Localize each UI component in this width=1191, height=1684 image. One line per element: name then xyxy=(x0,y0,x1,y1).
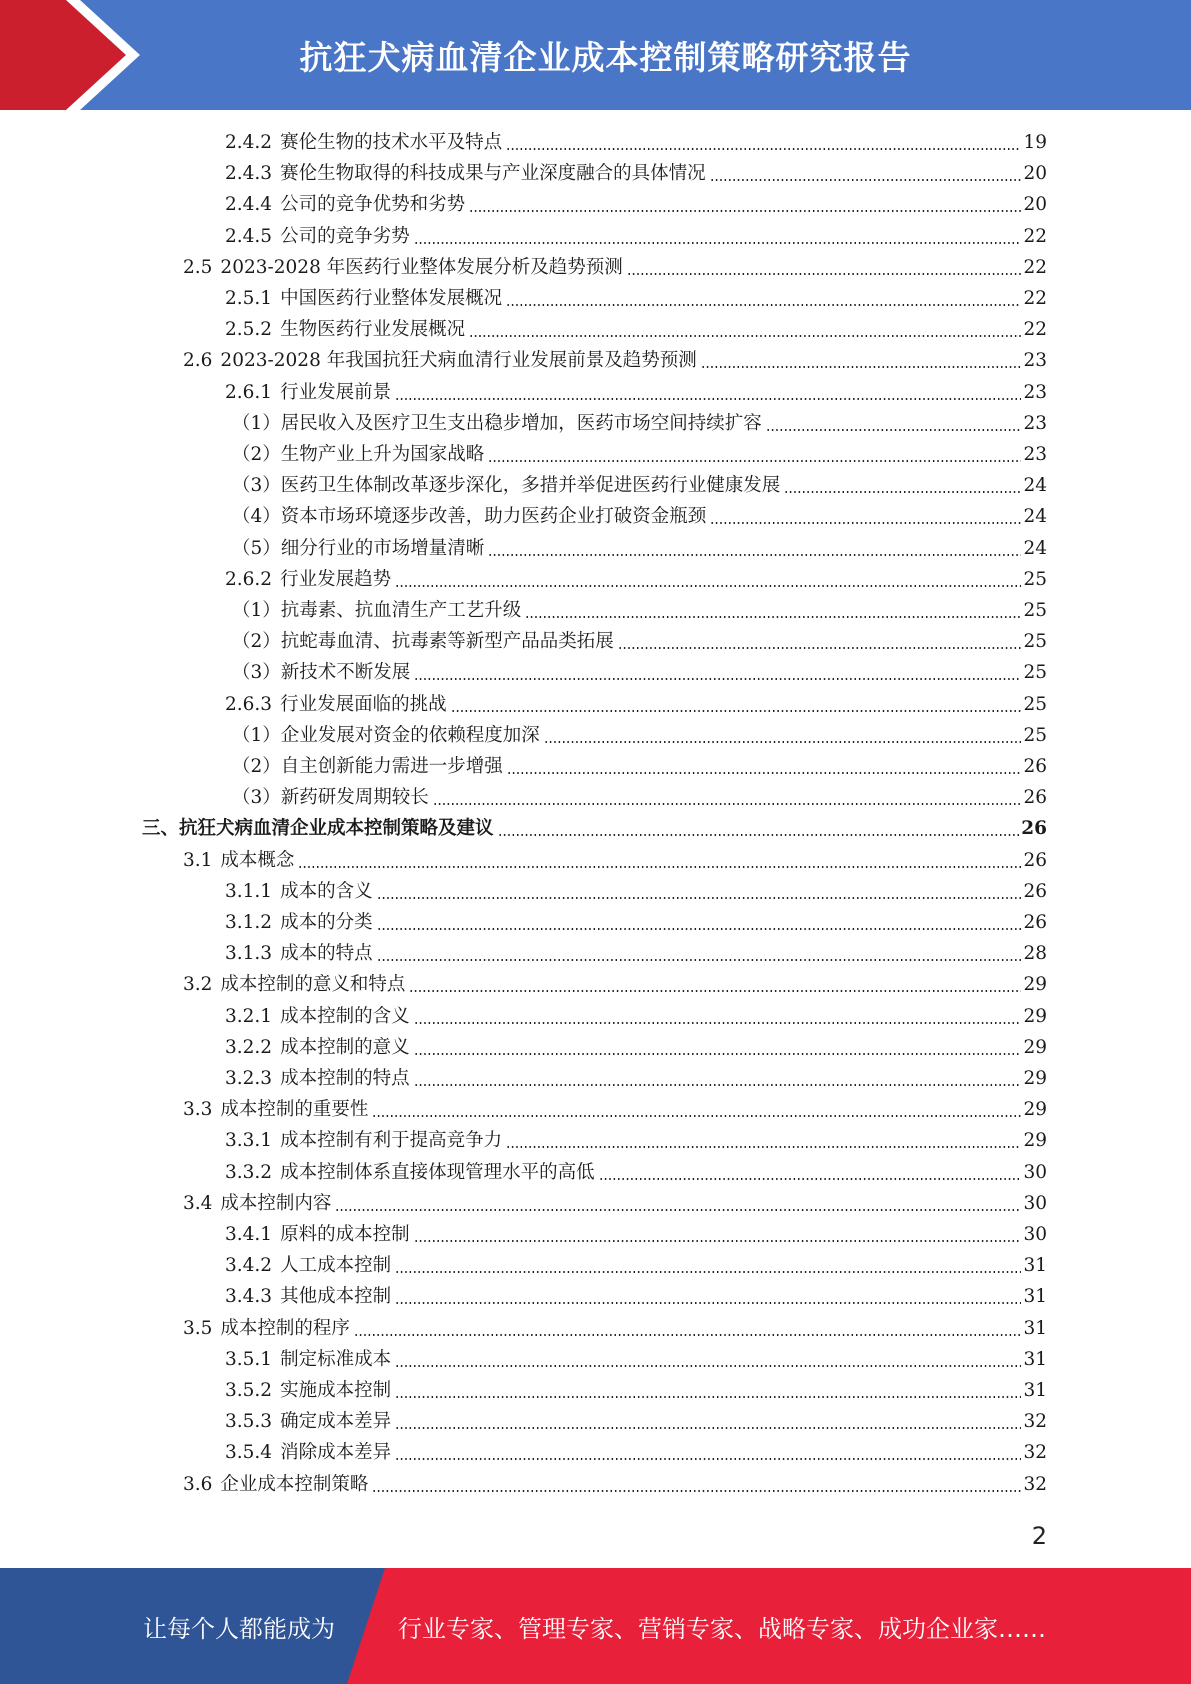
toc-entry-page: 29 xyxy=(1023,1130,1047,1152)
toc-entry-label: 行业发展趋势 xyxy=(280,568,392,590)
toc-entry[interactable] xyxy=(225,189,1047,220)
toc-dot-leader xyxy=(506,148,1021,150)
toc-entry[interactable] xyxy=(225,1250,1047,1281)
toc-entry-number: （1） xyxy=(232,724,281,746)
toc-entry-label: 成本控制的重要性 xyxy=(220,1099,369,1121)
toc-dot-leader xyxy=(506,304,1021,306)
toc-entry-label: 居民收入及医疗卫生支出稳步增加，医药市场空间持续扩容 xyxy=(280,412,762,434)
toc-dot-leader xyxy=(701,366,1022,368)
toc-dot-leader xyxy=(627,273,1022,275)
toc-entry[interactable] xyxy=(183,1188,1047,1219)
toc-entry[interactable] xyxy=(225,876,1047,907)
toc-entry[interactable] xyxy=(225,689,1047,720)
toc-entry-label: 成本的分类 xyxy=(280,912,373,933)
report-title: 抗狂犬病血清企业成本控制策略研究报告 xyxy=(299,37,912,77)
page-number: 2 xyxy=(1031,1522,1047,1550)
toc-entry-number: （5） xyxy=(232,537,281,559)
toc-entry-number: 2.6.2 xyxy=(225,568,273,590)
toc-entry[interactable] xyxy=(225,1219,1047,1250)
toc-entry[interactable] xyxy=(232,720,1047,751)
toc-entry-page: 30 xyxy=(1023,1192,1047,1214)
toc-entry-page: 22 xyxy=(1023,288,1047,309)
toc-entry-page: 22 xyxy=(1023,225,1047,247)
toc-entry-number: 2.4.2 xyxy=(225,132,273,153)
toc-entry-number: 2.4.3 xyxy=(225,163,273,185)
toc-entry-number: 3.3 xyxy=(183,1099,213,1121)
toc-entry-page: 25 xyxy=(1023,724,1047,746)
toc-entry-label: 成本控制的程序 xyxy=(220,1317,350,1339)
toc-entry[interactable] xyxy=(142,813,1047,844)
toc-entry-page: 24 xyxy=(1023,506,1047,528)
toc-dot-leader xyxy=(354,1334,1022,1336)
toc-entry-number: 三、 xyxy=(142,818,180,840)
toc-entry-number: （3） xyxy=(232,475,281,497)
toc-entry-number: （2） xyxy=(232,756,281,777)
toc-entry-page: 23 xyxy=(1023,412,1047,434)
toc-entry-number: 3.1.3 xyxy=(225,943,273,965)
page-header xyxy=(0,0,1191,110)
toc-entry-number: （2） xyxy=(232,631,281,653)
toc-entry-page: 26 xyxy=(1023,787,1047,809)
toc-entry-label: 中国医药行业整体发展概况 xyxy=(280,288,503,309)
toc-entry-page: 23 xyxy=(1023,381,1047,403)
toc-entry[interactable] xyxy=(232,751,1047,782)
toc-entry-label: 2023-2028 年我国抗狂犬病血清行业发展前景及趋势预测 xyxy=(220,350,697,372)
toc-entry-number: （3） xyxy=(232,662,281,684)
toc-entry[interactable] xyxy=(232,595,1047,626)
toc-dot-leader xyxy=(395,398,1021,400)
toc-entry[interactable] xyxy=(232,533,1047,564)
toc-dot-leader xyxy=(335,1209,1021,1211)
toc-entry-number: （3） xyxy=(232,787,281,809)
toc-entry-page: 31 xyxy=(1023,1286,1047,1308)
toc-entry-number: 2.5 xyxy=(183,256,213,278)
toc-entry-number: 3.6 xyxy=(183,1473,213,1495)
toc-entry-number: 2.6 xyxy=(183,350,213,372)
page-footer xyxy=(0,1568,1191,1684)
toc-entry-number: （2） xyxy=(232,444,281,465)
toc-dot-leader xyxy=(414,1084,1022,1086)
toc-dot-leader xyxy=(414,1022,1022,1024)
toc-dot-leader xyxy=(395,585,1021,587)
toc-dot-leader xyxy=(395,1365,1021,1367)
toc-entry-page: 29 xyxy=(1023,1005,1047,1027)
toc-dot-leader xyxy=(414,242,1022,244)
footer-slogan-left: 让每个人都能成为 xyxy=(143,1614,335,1643)
toc-entry-page: 19 xyxy=(1023,132,1047,153)
toc-entry-page: 23 xyxy=(1023,350,1047,372)
toc-entry[interactable] xyxy=(232,501,1047,532)
toc-entry[interactable] xyxy=(225,1281,1047,1312)
toc-entry-number: 2.4.4 xyxy=(225,194,273,216)
toc-entry-label: 成本控制的意义 xyxy=(280,1036,410,1058)
toc-entry-number: 2.5.2 xyxy=(225,319,273,341)
toc-entry-number: 3.3.1 xyxy=(225,1130,273,1152)
toc-dot-leader xyxy=(498,834,1020,836)
toc-entry-page: 24 xyxy=(1023,475,1047,497)
toc-entry-number: 3.2 xyxy=(183,974,213,996)
toc-entry-label: 成本的含义 xyxy=(280,880,373,902)
toc-entry-label: 生物医药行业发展概况 xyxy=(280,319,466,341)
toc-entry[interactable] xyxy=(225,907,1047,938)
toc-dot-leader xyxy=(766,429,1022,431)
toc-entry-number: 3.2.1 xyxy=(225,1005,273,1027)
toc-entry-page: 26 xyxy=(1023,880,1047,902)
toc-entry-page: 23 xyxy=(1023,444,1047,465)
toc-entry-label: 细分行业的市场增量清晰 xyxy=(280,537,485,559)
toc-entry[interactable] xyxy=(183,1313,1047,1344)
toc-dot-leader xyxy=(710,179,1022,181)
toc-entry-number: 3.4.3 xyxy=(225,1286,273,1308)
toc-entry-page: 32 xyxy=(1023,1411,1047,1433)
toc-dot-leader xyxy=(525,616,1021,618)
toc-entry-page: 31 xyxy=(1023,1255,1047,1277)
toc-entry-page: 30 xyxy=(1023,1224,1047,1245)
toc-entry[interactable] xyxy=(232,657,1047,688)
toc-entry-page: 30 xyxy=(1023,1161,1047,1183)
toc-entry-label: 原料的成本控制 xyxy=(280,1224,410,1245)
toc-entry-number: 2.6.1 xyxy=(225,381,273,403)
footer-slogan-right: 行业专家、管理专家、营销专家、战略专家、成功企业家…… xyxy=(398,1614,1046,1643)
toc-entry-page: 29 xyxy=(1023,1068,1047,1089)
toc-entry-page: 31 xyxy=(1023,1317,1047,1339)
toc-entry-label: 成本的特点 xyxy=(280,943,373,965)
toc-entry-label: 行业发展前景 xyxy=(280,381,392,403)
toc-entry[interactable] xyxy=(232,626,1047,657)
toc-entry-label: 新药研发周期较长 xyxy=(280,787,429,809)
toc-entry-label: 成本控制的含义 xyxy=(280,1005,410,1027)
toc-entry-label: 实施成本控制 xyxy=(280,1380,392,1401)
toc-dot-leader xyxy=(506,1146,1021,1148)
toc-dot-leader xyxy=(372,1115,1021,1117)
toc-entry-page: 22 xyxy=(1023,319,1047,341)
toc-entry-number: （4） xyxy=(232,506,281,528)
toc-dot-leader xyxy=(414,1053,1022,1055)
toc-entry-number: 3.5.4 xyxy=(225,1442,273,1464)
toc-entry-page: 28 xyxy=(1023,943,1047,965)
toc-dot-leader xyxy=(395,1396,1021,1398)
toc-entry-label: 自主创新能力需进一步增强 xyxy=(280,756,503,777)
toc-entry[interactable] xyxy=(225,158,1047,189)
toc-dot-leader xyxy=(395,1271,1021,1273)
toc-entry-page: 25 xyxy=(1023,662,1047,684)
toc-entry[interactable] xyxy=(183,969,1047,1000)
toc-entry-label: 公司的竞争劣势 xyxy=(280,225,410,247)
toc-entry-label: 消除成本差异 xyxy=(280,1442,392,1464)
toc-entry-page: 22 xyxy=(1023,256,1047,278)
toc-entry[interactable] xyxy=(183,252,1047,283)
toc-entry[interactable] xyxy=(232,470,1047,501)
toc-entry-label: 资本市场环境逐步改善，助力医药企业打破资金瓶颈 xyxy=(280,506,707,528)
toc-entry-page: 32 xyxy=(1023,1473,1047,1495)
toc-dot-leader xyxy=(710,522,1021,524)
toc-entry-label: 赛伦生物取得的科技成果与产业深度融合的具体情况 xyxy=(280,163,706,185)
toc-dot-leader xyxy=(618,647,1022,649)
toc-dot-leader xyxy=(599,1178,1022,1180)
toc-entry-number: 3.5.2 xyxy=(225,1380,273,1401)
toc-entry[interactable] xyxy=(183,345,1047,376)
toc-entry[interactable] xyxy=(232,408,1047,439)
toc-entry-label: 成本概念 xyxy=(220,849,295,871)
toc-entry[interactable] xyxy=(183,1094,1047,1125)
toc-entry-page: 26 xyxy=(1023,756,1047,777)
toc-entry-number: （1） xyxy=(232,412,281,434)
toc-dot-leader xyxy=(433,803,1022,805)
toc-entry-number: 3.2.3 xyxy=(225,1068,273,1089)
toc-entry-number: 3.5 xyxy=(183,1317,213,1339)
toc-dot-leader xyxy=(377,897,1022,899)
toc-dot-leader xyxy=(414,678,1021,680)
toc-dot-leader xyxy=(395,1458,1021,1460)
toc-entry-page: 29 xyxy=(1023,974,1047,996)
toc-dot-leader xyxy=(372,1490,1021,1492)
toc-entry-label: 行业发展面临的挑战 xyxy=(280,693,447,715)
toc-entry-page: 26 xyxy=(1023,849,1047,871)
toc-entry-number: 3.5.1 xyxy=(225,1348,273,1370)
toc-entry-label: 人工成本控制 xyxy=(280,1255,392,1277)
toc-entry-label: 公司的竞争优势和劣势 xyxy=(280,194,466,216)
toc-entry[interactable] xyxy=(183,845,1047,876)
toc-entry-number: 3.4 xyxy=(183,1192,213,1214)
toc-entry[interactable] xyxy=(225,1125,1047,1156)
toc-entry[interactable] xyxy=(232,782,1047,813)
toc-entry-label: 成本控制有利于提高竞争力 xyxy=(280,1130,503,1152)
toc-entry-label: 企业发展对资金的依赖程度加深 xyxy=(280,724,540,746)
toc-entry-label: 确定成本差异 xyxy=(280,1411,392,1433)
toc-dot-leader xyxy=(469,335,1021,337)
toc-entry[interactable] xyxy=(225,283,1047,314)
toc-entry-number: 2.6.3 xyxy=(225,693,273,715)
toc-entry[interactable] xyxy=(232,439,1047,470)
toc-entry[interactable] xyxy=(225,564,1047,595)
toc-dot-leader xyxy=(488,460,1021,462)
toc-dot-leader xyxy=(488,554,1021,556)
toc-dot-leader xyxy=(377,928,1022,930)
toc-entry[interactable] xyxy=(225,1437,1047,1468)
toc-entry[interactable] xyxy=(225,1157,1047,1188)
toc-entry[interactable] xyxy=(183,1469,1047,1500)
toc-entry-number: 3.5.3 xyxy=(225,1411,273,1433)
toc-entry-page: 32 xyxy=(1023,1442,1047,1464)
toc-entry-label: 抗蛇毒血清、抗毒素等新型产品品类拓展 xyxy=(280,631,614,653)
toc-dot-leader xyxy=(451,710,1022,712)
toc-entry-page: 25 xyxy=(1023,693,1047,715)
toc-dot-leader xyxy=(298,866,1021,868)
toc-entry-label: 抗毒素、抗血清生产工艺升级 xyxy=(280,600,522,621)
toc-entry-label: 医药卫生体制改革逐步深化，多措并举促进医药行业健康发展 xyxy=(280,475,781,497)
toc-entry[interactable] xyxy=(225,1406,1047,1437)
toc-entry-number: 3.3.2 xyxy=(225,1161,273,1183)
toc-entry-label: 新技术不断发展 xyxy=(280,662,411,684)
toc-entry[interactable] xyxy=(225,377,1047,408)
toc-entry[interactable] xyxy=(225,938,1047,969)
toc-dot-leader xyxy=(469,210,1021,212)
toc-entry-label: 2023-2028 年医药行业整体发展分析及趋势预测 xyxy=(220,256,623,278)
toc-entry-label: 生物产业上升为国家战略 xyxy=(280,444,485,465)
toc-dot-leader xyxy=(409,990,1021,992)
toc-entry-page: 20 xyxy=(1023,194,1047,216)
toc-entry-page: 31 xyxy=(1023,1380,1047,1401)
toc-dot-leader xyxy=(414,1240,1022,1242)
toc-entry-label: 其他成本控制 xyxy=(280,1286,392,1308)
toc-entry-label: 企业成本控制策略 xyxy=(220,1473,369,1495)
toc-dot-leader xyxy=(507,772,1022,774)
toc-entry-number: 2.5.1 xyxy=(225,288,273,309)
toc-entry-page: 29 xyxy=(1023,1036,1047,1058)
toc-entry[interactable] xyxy=(225,1032,1047,1063)
toc-entry-label: 抗狂犬病血清企业成本控制策略及建议 xyxy=(179,818,494,840)
toc-entry-page: 26 xyxy=(1021,818,1047,840)
toc-entry-page: 31 xyxy=(1023,1348,1047,1370)
toc-entry[interactable] xyxy=(225,127,1047,158)
toc-entry-page: 26 xyxy=(1023,912,1047,933)
toc-entry-number: 3.1.1 xyxy=(225,880,273,902)
toc-entry[interactable] xyxy=(225,1063,1047,1094)
toc-dot-leader xyxy=(395,1427,1021,1429)
toc-entry-label: 制定标准成本 xyxy=(280,1348,392,1370)
toc-entry-label: 赛伦生物的技术水平及特点 xyxy=(280,132,503,153)
toc-entry-number: 3.2.2 xyxy=(225,1036,273,1058)
toc-entry-number: 3.1.2 xyxy=(225,912,273,933)
toc-dot-leader xyxy=(395,1302,1021,1304)
toc-entry-number: （1） xyxy=(232,600,281,621)
toc-entry-number: 2.4.5 xyxy=(225,225,273,247)
toc-entry-number: 3.4.2 xyxy=(225,1255,273,1277)
toc-entry-page: 29 xyxy=(1023,1099,1047,1121)
toc-entry[interactable] xyxy=(225,1001,1047,1032)
toc-entry-page: 25 xyxy=(1023,631,1047,653)
toc-entry-label: 成本控制的意义和特点 xyxy=(220,974,406,996)
toc-entry-page: 25 xyxy=(1023,600,1047,621)
toc-dot-leader xyxy=(784,491,1021,493)
toc-entry-number: 3.4.1 xyxy=(225,1224,273,1245)
toc-entry[interactable] xyxy=(225,1344,1047,1375)
toc-entry-label: 成本控制内容 xyxy=(220,1192,332,1214)
toc-entry-page: 20 xyxy=(1023,163,1047,185)
toc-entry-label: 成本控制的特点 xyxy=(280,1068,410,1089)
toc-entry-number: 3.1 xyxy=(183,849,213,871)
toc-entry[interactable] xyxy=(225,221,1047,252)
toc-entry-page: 25 xyxy=(1023,568,1047,590)
toc-dot-leader xyxy=(544,741,1022,743)
toc-entry-page: 24 xyxy=(1023,537,1047,559)
toc-entry[interactable] xyxy=(225,1375,1047,1406)
toc-entry[interactable] xyxy=(225,314,1047,345)
toc-entry-label: 成本控制体系直接体现管理水平的高低 xyxy=(280,1161,595,1183)
toc-dot-leader xyxy=(377,959,1022,961)
